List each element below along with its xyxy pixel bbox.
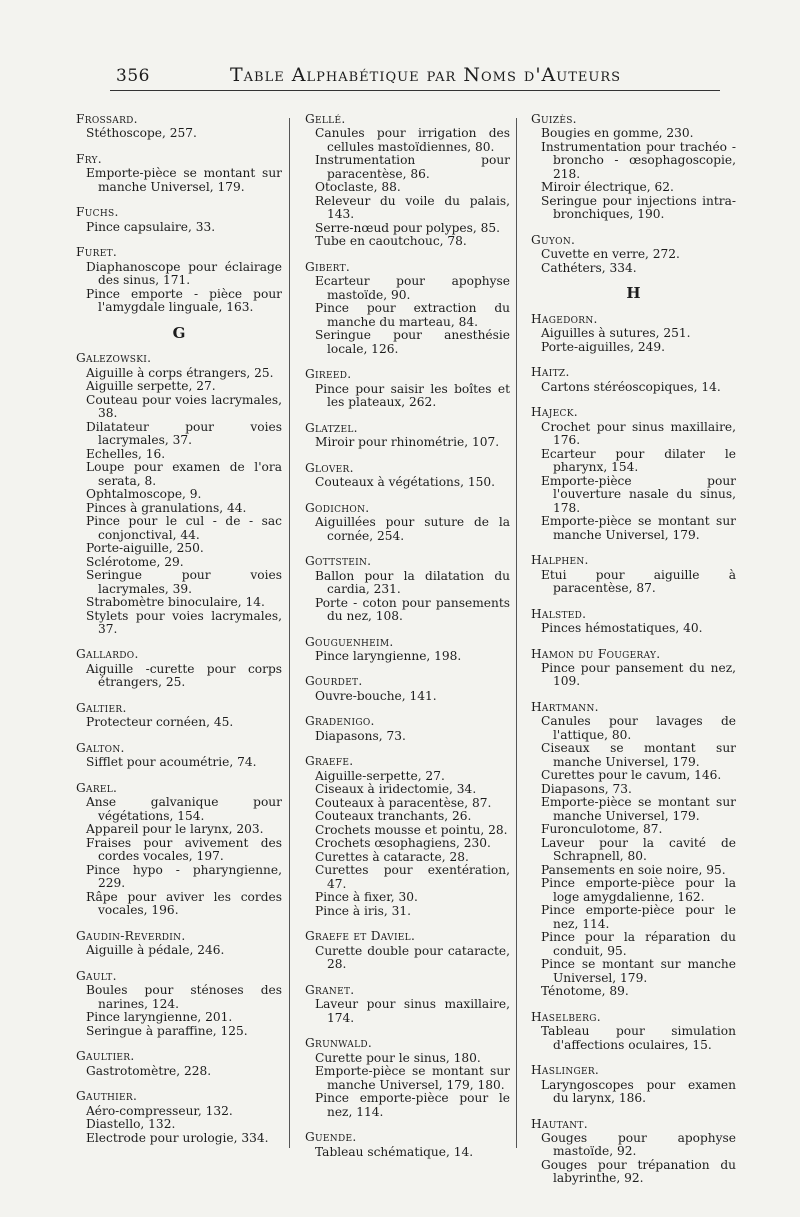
- index-entry: [305, 422, 510, 450]
- instrument-reference: Aiguillées pour suture de la cornée, 254.: [315, 515, 510, 543]
- author-name: Glover.: [305, 460, 354, 475]
- author-name: Hamon du Fougeray.: [531, 646, 661, 661]
- instrument-reference: Emporte-pièce se montant sur manche Universel, 179, 180.: [315, 1064, 510, 1092]
- index-entry: [305, 261, 510, 356]
- author-name: Gottstein.: [305, 554, 372, 569]
- instrument-reference: Echelles, 16.: [86, 446, 166, 461]
- instrument-reference: Pinces hémostatiques, 40.: [541, 621, 703, 636]
- index-entry: [76, 782, 282, 918]
- instrument-reference: Seringue pour injections intra-bronchiques, 190.: [541, 193, 736, 222]
- instrument-reference: Aéro-compresseur, 132.: [86, 1103, 233, 1118]
- index-entry: [531, 1064, 736, 1105]
- author-name: Gaudin-Reverdin.: [76, 928, 186, 943]
- instrument-reference: Cartons stéréoscopiques, 14.: [541, 379, 721, 394]
- index-entry: [305, 1037, 510, 1119]
- instrument-reference: Aiguilles à sutures, 251.: [541, 326, 691, 341]
- instrument-reference: Diapasons, 73.: [315, 728, 406, 743]
- instrument-reference: Instrumentation pour paracentèse, 86.: [315, 153, 510, 181]
- index-entry: [305, 930, 510, 971]
- author-name: Godichon.: [305, 500, 370, 515]
- index-entry: [305, 715, 510, 743]
- index-column-1: [76, 113, 282, 1157]
- instrument-reference: Curette double pour cataracte, 28.: [315, 943, 510, 972]
- running-title: Table Alphabétique par Noms d'Auteurs: [230, 64, 622, 86]
- instrument-reference: Appareil pour le larynx, 203.: [86, 822, 264, 837]
- instrument-reference: Pince pour le cul - de - sac conjonctival, 44.: [86, 514, 282, 542]
- author-name: Glatzel.: [305, 420, 358, 435]
- index-entry: [76, 648, 282, 689]
- index-entry: [531, 554, 736, 595]
- instrument-reference: Miroir électrique, 62.: [541, 180, 674, 195]
- instrument-reference: Tableau schématique, 14.: [315, 1144, 474, 1159]
- instrument-reference: Anse galvanique pour végétations, 154.: [86, 795, 282, 823]
- instrument-reference: Pince emporte-pièce pour le nez, 114.: [541, 903, 736, 931]
- index-entry: [531, 701, 736, 999]
- instrument-reference: Aiguille-serpette, 27.: [315, 768, 445, 783]
- index-entry: [76, 113, 282, 141]
- author-name: Gireed.: [305, 367, 352, 382]
- author-name: Gauthier.: [76, 1089, 138, 1104]
- instrument-reference: Crochets mousse et pointu, 28.: [315, 822, 508, 837]
- letter-heading: G: [172, 323, 186, 342]
- instrument-reference: Pince emporte-pièce pour la loge amygdalienne, 162.: [541, 876, 736, 904]
- column-divider: [516, 118, 517, 1148]
- instrument-reference: Aiguille -curette pour corps étrangers, 25.: [86, 661, 282, 690]
- instrument-reference: Porte-aiguille, 250.: [86, 541, 204, 556]
- instrument-reference: Pince à fixer, 30.: [315, 890, 418, 905]
- author-name: Frossard.: [76, 112, 138, 126]
- instrument-reference: Pinces à granulations, 44.: [86, 500, 247, 515]
- index-column-3: [531, 113, 736, 1198]
- author-name: Galton.: [76, 740, 125, 755]
- author-name: Galtier.: [76, 700, 127, 715]
- instrument-reference: Seringue à paraffine, 125.: [86, 1023, 248, 1038]
- instrument-reference: Gouges pour apophyse mastoïde, 92.: [541, 1131, 736, 1159]
- index-entry: [531, 1118, 736, 1186]
- index-entry: [305, 984, 510, 1025]
- instrument-reference: Couteaux tranchants, 26.: [315, 809, 472, 824]
- instrument-reference: Ecarteur pour dilater le pharynx, 154.: [541, 446, 736, 475]
- instrument-reference: Ballon pour la dilatation du cardia, 231.: [315, 568, 510, 597]
- author-name: Gourdet.: [305, 674, 363, 689]
- author-name: Gault.: [76, 968, 117, 983]
- instrument-reference: Couteaux à végétations, 150.: [315, 475, 496, 490]
- author-name: Galezowski.: [76, 351, 152, 366]
- instrument-reference: Pince capsulaire, 33.: [86, 219, 216, 234]
- author-name: Haselberg.: [531, 1009, 601, 1024]
- letter-heading: H: [626, 284, 641, 303]
- author-name: Guyon.: [531, 232, 576, 247]
- author-name: Grunwald.: [305, 1036, 373, 1051]
- instrument-reference: Dilatateur pour voies lacrymales, 37.: [86, 419, 282, 448]
- index-entry: [305, 368, 510, 409]
- author-name: Furet.: [76, 245, 118, 260]
- author-name: Garel.: [76, 780, 118, 795]
- instrument-reference: Curettes pour exentération, 47.: [315, 863, 510, 891]
- instrument-reference: Sifflet pour acoumétrie, 74.: [86, 755, 257, 770]
- instrument-reference: Pince se montant sur manche Universel, 179.: [541, 957, 736, 985]
- instrument-reference: Pince laryngienne, 201.: [86, 1010, 233, 1025]
- index-entry: [531, 313, 736, 354]
- instrument-reference: Gastrotomètre, 228.: [86, 1063, 212, 1078]
- instrument-reference: Furonculotome, 87.: [541, 822, 663, 837]
- instrument-reference: Electrode pour urologie, 334.: [86, 1130, 269, 1145]
- instrument-reference: Pince emporte-pièce pour le nez, 114.: [315, 1091, 510, 1119]
- index-entry: [76, 742, 282, 770]
- column-divider: [289, 118, 290, 1148]
- index-entry: [305, 675, 510, 703]
- instrument-reference: Gouges pour trépanation du labyrinthe, 92.: [541, 1157, 736, 1186]
- instrument-reference: Ophtalmoscope, 9.: [86, 487, 202, 502]
- instrument-reference: Laryngoscopes pour examen du larynx, 186.: [541, 1077, 736, 1106]
- instrument-reference: Pince pour saisir les boîtes et les plateaux, 262.: [315, 381, 510, 410]
- instrument-reference: Serre-nœud pour polypes, 85.: [315, 220, 500, 235]
- instrument-reference: Aiguille à corps étrangers, 25.: [86, 365, 274, 380]
- instrument-reference: Pince pour la réparation du conduit, 95.: [541, 930, 736, 958]
- instrument-reference: Pince laryngienne, 198.: [315, 648, 462, 663]
- instrument-reference: Pansements en soie noire, 95.: [541, 862, 726, 877]
- author-name: Halphen.: [531, 553, 589, 568]
- author-name: Gouguenheim.: [305, 634, 394, 649]
- instrument-reference: Bougies en gomme, 230.: [541, 126, 694, 141]
- instrument-reference: Boules pour sténoses des narines, 124.: [86, 983, 282, 1011]
- index-entry: [76, 246, 282, 314]
- instrument-reference: Pince hypo - pharyngienne, 229.: [86, 862, 282, 891]
- page-header: [110, 64, 720, 91]
- instrument-reference: Canules pour lavages de l'attique, 80.: [541, 714, 736, 742]
- author-name: Hagedorn.: [531, 311, 598, 326]
- instrument-reference: Releveur du voile du palais, 143.: [315, 193, 510, 222]
- author-name: Granet.: [305, 982, 355, 997]
- index-entry: [76, 970, 282, 1038]
- index-entry: [76, 352, 282, 636]
- author-name: Guende.: [305, 1130, 357, 1145]
- instrument-reference: Diapasons, 73.: [541, 781, 632, 796]
- instrument-reference: Seringue pour anesthésie locale, 126.: [315, 328, 510, 356]
- instrument-reference: Pince pour extraction du manche du marteau, 84.: [315, 301, 510, 329]
- instrument-reference: Emporte-pièce se montant sur manche Universel, 179.: [541, 514, 736, 542]
- instrument-reference: Ouvre-bouche, 141.: [315, 688, 437, 703]
- instrument-reference: Strabomètre binoculaire, 14.: [86, 595, 265, 610]
- instrument-reference: Seringue pour voies lacrymales, 39.: [86, 568, 282, 596]
- author-name: Graefe et Daviel.: [305, 929, 416, 944]
- instrument-reference: Diastello, 132.: [86, 1117, 176, 1132]
- author-name: Gibert.: [305, 259, 351, 274]
- author-name: Hautant.: [531, 1116, 588, 1131]
- author-name: Hajeck.: [531, 405, 578, 420]
- index-entry: [531, 648, 736, 689]
- instrument-reference: Fraises pour avivement des cordes vocales, 197.: [86, 835, 282, 864]
- index-entry: [531, 608, 736, 636]
- instrument-reference: Curettes pour le cavum, 146.: [541, 768, 722, 783]
- index-entry: [305, 1131, 510, 1159]
- instrument-reference: Stylets pour voies lacrymales, 37.: [86, 608, 282, 636]
- instrument-reference: Couteaux à paracentèse, 87.: [315, 795, 492, 810]
- instrument-reference: Aiguille à pédale, 246.: [86, 943, 225, 958]
- author-name: Gellé.: [305, 112, 346, 126]
- instrument-reference: Stéthoscope, 257.: [86, 126, 197, 141]
- instrument-reference: Etui pour aiguille à paracentèse, 87.: [541, 567, 736, 596]
- instrument-reference: Crochet pour sinus maxillaire, 176.: [541, 419, 736, 448]
- instrument-reference: Ecarteur pour apophyse mastoïde, 90.: [315, 274, 510, 302]
- index-entry: [305, 555, 510, 623]
- instrument-reference: Couteau pour voies lacrymales, 38.: [86, 392, 282, 421]
- index-entry: [76, 1090, 282, 1145]
- instrument-reference: Curette pour le sinus, 180.: [315, 1050, 481, 1065]
- author-name: Fry.: [76, 151, 102, 166]
- instrument-reference: Râpe pour aviver les cordes vocales, 196.: [86, 889, 282, 918]
- instrument-reference: Loupe pour examen de l'ora serata, 8.: [86, 460, 282, 488]
- index-column-2: [305, 113, 510, 1171]
- author-name: Halsted.: [531, 606, 587, 621]
- instrument-reference: Laveur pour sinus maxillaire, 174.: [315, 997, 510, 1025]
- instrument-reference: Emporte-pièce pour l'ouverture nasale du sinus, 178.: [541, 473, 736, 515]
- author-name: Gaultier.: [76, 1049, 135, 1064]
- index-entry: [305, 755, 510, 918]
- index-entry: [531, 234, 736, 275]
- index-entry: [76, 702, 282, 730]
- author-name: Hartmann.: [531, 699, 599, 714]
- author-name: Graefe.: [305, 754, 354, 769]
- instrument-reference: Ténotome, 89.: [541, 984, 629, 999]
- instrument-reference: Porte - coton pour pansements du nez, 108.: [315, 595, 510, 624]
- instrument-reference: Curettes à cataracte, 28.: [315, 849, 469, 864]
- instrument-reference: Pince emporte - pièce pour l'amygdale linguale, 163.: [86, 286, 282, 315]
- author-name: Guizès.: [531, 112, 577, 126]
- author-name: Gallardo.: [76, 647, 139, 662]
- author-name: Haitz.: [531, 365, 570, 380]
- index-entry: [531, 406, 736, 542]
- instrument-reference: Pince à iris, 31.: [315, 903, 412, 918]
- instrument-reference: Ciseaux se montant sur manche Universel, 179.: [541, 741, 736, 769]
- index-entry: [76, 153, 282, 194]
- index-entry: [76, 930, 282, 958]
- instrument-reference: Emporte-pièce se montant sur manche Universel, 179.: [541, 795, 736, 823]
- index-entry: [305, 636, 510, 664]
- instrument-reference: Crochets œsophagiens, 230.: [315, 836, 491, 851]
- index-entry: [531, 1011, 736, 1052]
- instrument-reference: Emporte-pièce se montant sur manche Universel, 179.: [86, 166, 282, 194]
- author-name: Gradenigo.: [305, 714, 375, 729]
- instrument-reference: Canules pour irrigation des cellules mastoïdiennes, 80.: [315, 126, 510, 154]
- index-entry: [76, 206, 282, 234]
- instrument-reference: Pince pour pansement du nez, 109.: [541, 660, 736, 689]
- author-name: Fuchs.: [76, 205, 119, 220]
- instrument-reference: Instrumentation pour trachéo - broncho - œsophagoscopie, 218.: [541, 139, 736, 181]
- index-entry: [305, 462, 510, 490]
- index-entry: [76, 1050, 282, 1078]
- instrument-reference: Miroir pour rhinométrie, 107.: [315, 435, 500, 450]
- author-name: Haslinger.: [531, 1063, 600, 1078]
- instrument-reference: Laveur pour la cavité de Schrapnell, 80.: [541, 835, 736, 864]
- instrument-reference: Aiguille serpette, 27.: [86, 379, 216, 394]
- index-entry: [305, 502, 510, 543]
- instrument-reference: Cathéters, 334.: [541, 260, 637, 275]
- instrument-reference: Porte-aiguilles, 249.: [541, 339, 665, 354]
- index-entry: [531, 366, 736, 394]
- instrument-reference: Tableau pour simulation d'affections oculaires, 15.: [541, 1024, 736, 1052]
- instrument-reference: Cuvette en verre, 272.: [541, 247, 680, 262]
- page-number: 356: [116, 66, 150, 86]
- instrument-reference: Otoclaste, 88.: [315, 180, 401, 195]
- instrument-reference: Ciseaux à iridectomie, 34.: [315, 782, 477, 797]
- instrument-reference: Protecteur cornéen, 45.: [86, 715, 234, 730]
- instrument-reference: Sclérotome, 29.: [86, 554, 184, 569]
- index-entry: [305, 113, 510, 249]
- index-entry: [531, 113, 736, 222]
- instrument-reference: Tube en caoutchouc, 78.: [315, 234, 467, 249]
- instrument-reference: Diaphanoscope pour éclairage des sinus, 171.: [86, 259, 282, 288]
